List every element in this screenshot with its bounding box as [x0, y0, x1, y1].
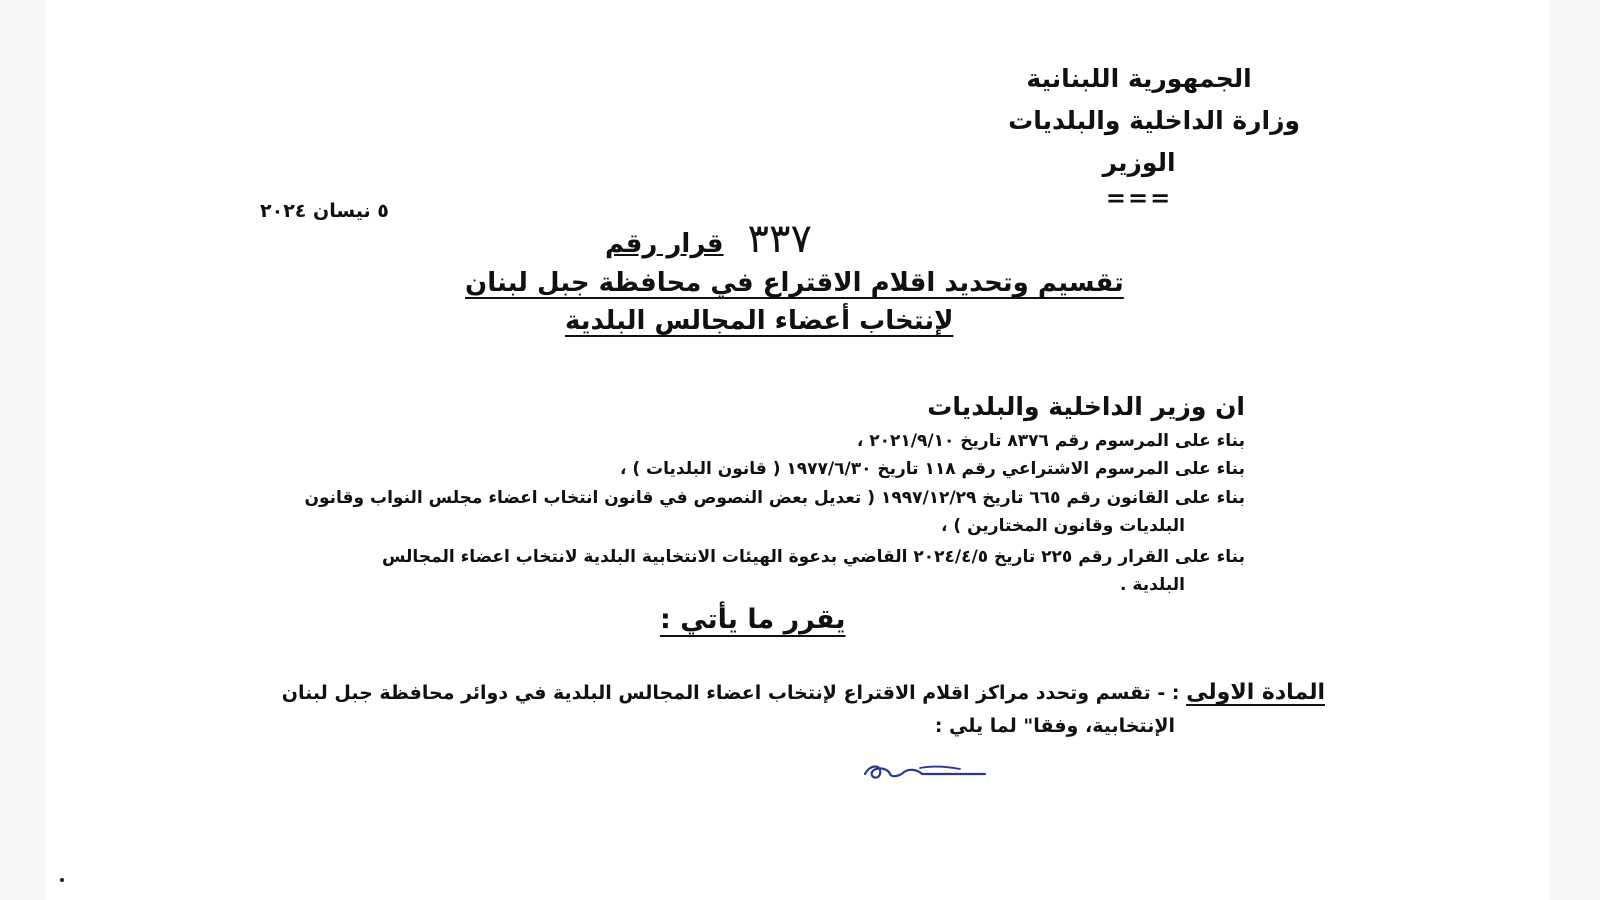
decision-label: قرار رقم: [605, 229, 724, 259]
ministry-name: وزارة الداخلية والبلديات: [1008, 106, 1300, 135]
signature: [860, 756, 990, 790]
document-title-line2: لإنتخاب أعضاء المجالس البلدية: [565, 306, 954, 336]
article-one: [255, 676, 1325, 743]
document-date: ٥ نيسان ٢٠٢٤: [260, 200, 389, 222]
article-one-title: المادة الاولى: [1186, 680, 1325, 705]
article-one-text: : - تقسم وتحدد مراكز اقلام الاقتراع لإنتخاب اعضاء المجالس البلدية في دوائر محافظة جبل لبنان: [281, 682, 1180, 704]
letterhead-separator: ===: [1105, 184, 1173, 212]
signature-scribble: [860, 756, 990, 786]
decision-number: ٣٣٧: [747, 216, 812, 262]
recital-law-665: [285, 484, 1245, 540]
recital-law-665-line1: بناء على القانون رقم ٦٦٥ تاريخ ١٩٩٧/١٢/٢٩ ( تعديل بعض النصوص في قانون انتخاب اعضاء مجلس النواب وقانون: [304, 488, 1245, 508]
recital-decision-225: [325, 543, 1245, 599]
scan-speck: [60, 878, 64, 882]
letterhead: [1008, 58, 1300, 212]
document-page: [45, 0, 1550, 900]
decision-header: [605, 216, 812, 262]
recital-decision-225-line1: بناء على القرار رقم ٢٢٥ تاريخ ٢٠٢٤/٤/٥ القاضي بدعوة الهيئات الانتخابية البلدية لانتخاب اعضاء المجالس: [382, 547, 1245, 567]
preamble-heading: ان وزير الداخلية والبلديات: [927, 392, 1245, 421]
minister-label: الوزير: [1102, 148, 1176, 177]
recital-decree-118: بناء على المرسوم الاشتراعي رقم ١١٨ تاريخ ١٩٧٧/٦/٣٠ ( قانون البلديات ) ،: [619, 459, 1245, 479]
republic-name: الجمهورية اللبنانية: [1026, 64, 1252, 93]
recital-law-665-line2: البلديات وقانون المختارين ) ،: [941, 516, 1185, 536]
document-title-line1: تقسيم وتحديد اقلام الاقتراع في محافظة جبل لبنان: [465, 268, 1124, 298]
recital-decree-8376: بناء على المرسوم رقم ٨٣٧٦ تاريخ ٢٠٢١/٩/١٠ ،: [856, 431, 1245, 451]
recital-decision-225-line2: البلدية .: [1120, 575, 1185, 595]
article-one-continuation: الإنتخابية، وفقا" لما يلي :: [934, 715, 1175, 737]
decides-heading: يقرر ما يأتي :: [660, 604, 846, 635]
